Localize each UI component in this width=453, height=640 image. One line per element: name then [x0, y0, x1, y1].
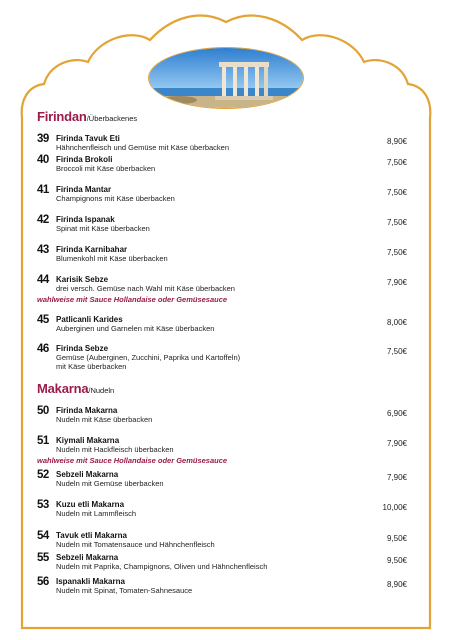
- section-title-makarna: Makarna/Nudeln: [37, 381, 115, 396]
- section-title-firindan: Firindan/Überbackenes: [37, 109, 138, 124]
- sauce-note: wahlweise mit Sauce Hollandaise oder Gemüsesauce: [37, 295, 228, 304]
- temple-photo: [148, 47, 304, 109]
- sauce-note: wahlweise mit Sauce Hollandaise oder Gemüsesauce: [37, 456, 228, 465]
